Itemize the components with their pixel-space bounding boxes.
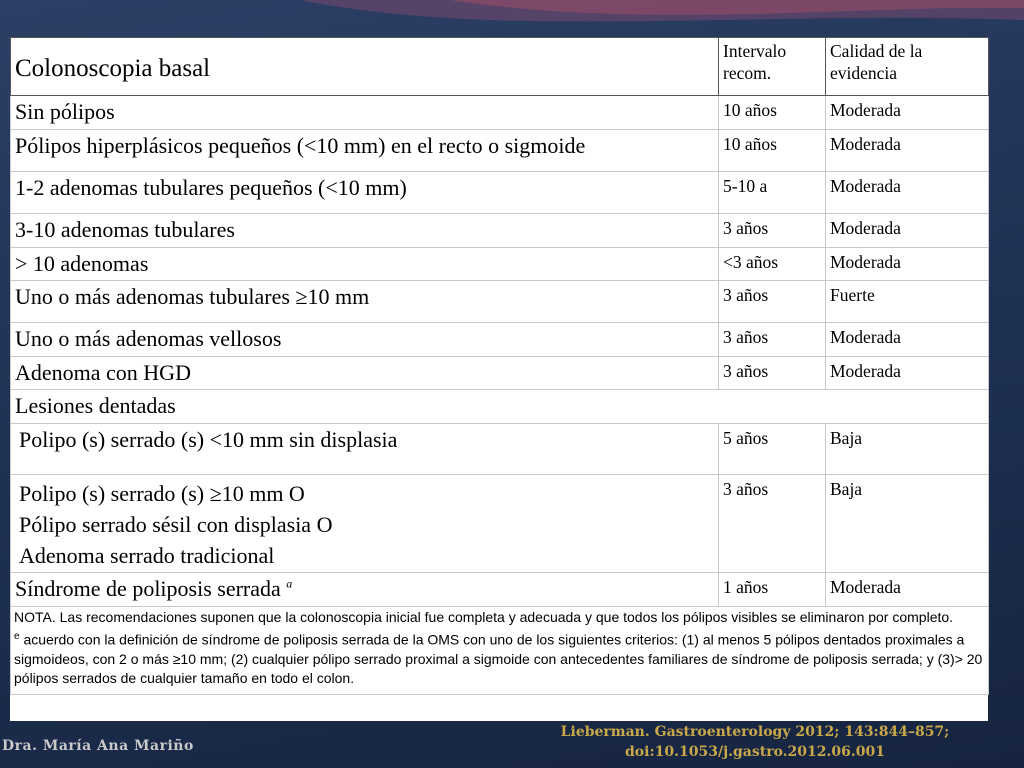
footnote-marker: a — [286, 576, 293, 591]
note-text: NOTA. Las recomendaciones suponen que la colonoscopia inicial fue completa y adecuada y que todos los pólipos visibles se eliminaron por completo. — [14, 609, 954, 625]
table-row — [11, 172, 989, 214]
row-label-line: Adenoma serrado tradicional — [19, 543, 275, 568]
table-row — [11, 475, 989, 573]
row-quality: Baja — [826, 475, 989, 573]
row-quality: Moderada — [826, 96, 989, 130]
row-label — [11, 573, 719, 607]
table-row — [11, 323, 989, 357]
row-quality: Fuerte — [826, 281, 989, 323]
row-label: 3-10 adenomas tubulares — [11, 214, 719, 248]
row-label: Adenoma con HGD — [11, 357, 719, 390]
row-interval: 1 años — [719, 573, 826, 607]
row-interval: 3 años — [719, 281, 826, 323]
note-text: acuerdo con la definición de síndrome de poliposis serrada de la OMS con uno de los siguientes criterios: (1) al menos 5 pólipos dentados proximales a sigmoideos, con 2 o más ≥10 mm; (2) cualquier pólipo serrado proximal a sigmoide con antecedentes familiares de síndrome de poliposis serrada; y (3)> 20 pólipos serrados de cualquier tamaño en todo el colon. — [14, 631, 983, 686]
section-row — [11, 390, 989, 424]
row-interval: 10 años — [719, 96, 826, 130]
section-empty — [826, 390, 989, 424]
section-empty — [719, 390, 826, 424]
row-label-line: Pólipo serrado sésil con displasia O — [19, 512, 333, 537]
table-row — [11, 248, 989, 281]
row-interval: 3 años — [719, 323, 826, 357]
row-label-line: Polipo (s) serrado (s) ≥10 mm O — [19, 481, 305, 506]
table-row — [11, 214, 989, 248]
table-title: Colonoscopia basal — [11, 38, 719, 96]
row-label: Polipo (s) serrado (s) <10 mm sin displasia — [11, 424, 719, 475]
row-label: Uno o más adenomas vellosos — [11, 323, 719, 357]
table-row — [11, 281, 989, 323]
row-interval: 3 años — [719, 475, 826, 573]
row-label: 1-2 adenomas tubulares pequeños (<10 mm) — [11, 172, 719, 214]
table-row — [11, 357, 989, 390]
row-label: Sin pólipos — [11, 96, 719, 130]
header-interval: Intervalo recom. — [719, 38, 826, 96]
row-label: > 10 adenomas — [11, 248, 719, 281]
row-interval: <3 años — [719, 248, 826, 281]
row-quality: Moderada — [826, 214, 989, 248]
row-quality: Moderada — [826, 323, 989, 357]
table-row — [11, 96, 989, 130]
section-title: Lesiones dentadas — [11, 390, 719, 424]
table-note — [11, 607, 989, 695]
row-interval: 3 años — [719, 357, 826, 390]
row-label-text: Síndrome de poliposis serrada — [15, 576, 281, 601]
row-interval: 5-10 a — [719, 172, 826, 214]
row-label: Pólipos hiperplásicos pequeños (<10 mm) en el recto o sigmoide — [11, 130, 719, 172]
reference-line: Lieberman. Gastroenterology 2012; 143:844–857; — [560, 724, 950, 740]
row-quality: Moderada — [826, 573, 989, 607]
table-row — [11, 130, 989, 172]
table-row — [11, 573, 989, 607]
guideline-table — [10, 37, 988, 721]
row-interval: 10 años — [719, 130, 826, 172]
table-row — [11, 424, 989, 475]
row-interval: 5 años — [719, 424, 826, 475]
row-quality: Baja — [826, 424, 989, 475]
row-quality: Moderada — [826, 172, 989, 214]
row-quality: Moderada — [826, 130, 989, 172]
author-name: Dra. María Ana Mariño — [2, 738, 194, 754]
row-label-multiline — [11, 475, 719, 573]
row-quality: Moderada — [826, 357, 989, 390]
row-label: Uno o más adenomas tubulares ≥10 mm — [11, 281, 719, 323]
note-marker: e — [14, 631, 20, 642]
reference-doi: doi:10.1053/j.gastro.2012.06.001 — [625, 744, 885, 760]
note-row — [11, 607, 989, 695]
reference — [520, 722, 990, 762]
row-quality: Moderada — [826, 248, 989, 281]
row-interval: 3 años — [719, 214, 826, 248]
header-quality: Calidad de la evidencia — [826, 38, 989, 96]
